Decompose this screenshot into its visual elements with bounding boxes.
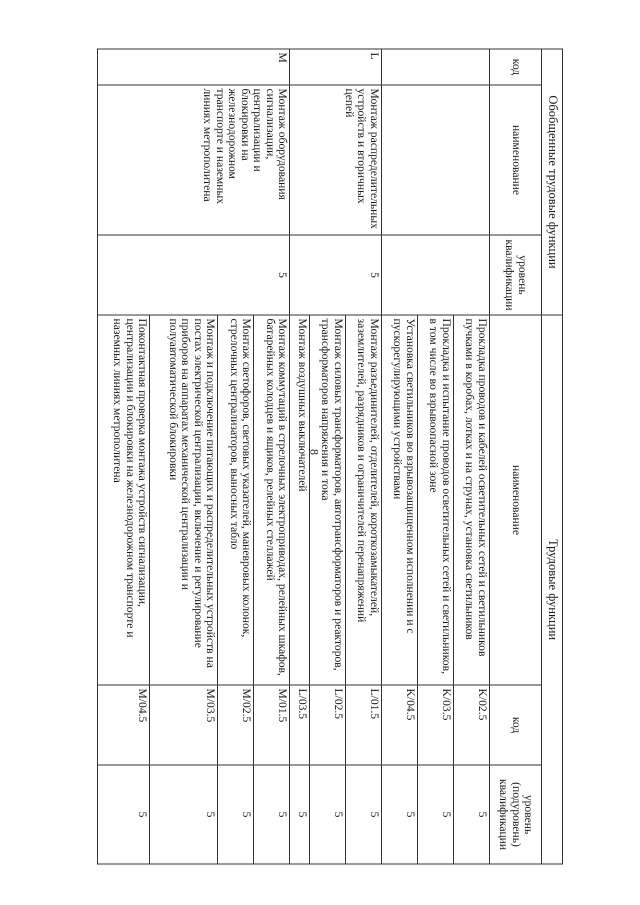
function-sublevel-cell: 5 (254, 765, 290, 864)
generalized-level-cell (381, 235, 489, 315)
col-header-function-name: наименование (489, 315, 541, 685)
function-sublevel-cell: 5 (218, 765, 254, 864)
function-code-cell: K/02.5 (453, 685, 489, 765)
function-code-cell: L/01.5 (346, 685, 382, 765)
function-sublevel-cell: 5 (346, 765, 382, 864)
page-number: 8 (307, 449, 322, 455)
function-name-cell: Прокладка и испытание проводов осветительных сетей и светильников, в том числе во взрывоопасной зоне (417, 315, 453, 685)
generalized-code-cell: L (290, 49, 382, 85)
group-header-row (541, 49, 562, 864)
generalized-functions-header: Обобщенные трудовые функции (541, 49, 562, 315)
table-row (346, 49, 382, 864)
function-code-cell: M/03.5 (150, 685, 218, 765)
generalized-level-cell: 5 (98, 235, 290, 315)
generalized-code-cell: M (98, 49, 290, 85)
function-name-cell: Монтаж силовых трансформаторов, автотрансформаторов и реакторов, трансформаторов напряжения и тока (310, 315, 346, 685)
function-name-cell: Монтаж коммутаций в стрелочных электроприводах, релейных шкафов, батарейных колодцев и ящиков, релейных стеллажей (254, 315, 290, 685)
rotated-table-frame (97, 49, 563, 864)
function-name-cell: Прокладка проводов и кабелей осветительных сетей и светильников пучками в коробах, лотках и на струнах, установка светильников (453, 315, 489, 685)
function-sublevel-cell: 5 (290, 765, 310, 864)
function-sublevel-cell: 5 (381, 765, 417, 864)
function-code-cell: M/01.5 (254, 685, 290, 765)
generalized-code-cell (381, 49, 489, 85)
function-sublevel-cell: 5 (98, 765, 150, 864)
function-code-cell: M/04.5 (98, 685, 150, 765)
col-header-function-code: код (489, 685, 541, 765)
function-name-cell: Поконтактная проверка монтажа устройств сигнализации, централизации и блокировки на железнодорожном транспорте и наземных линиях метрополитена (98, 315, 150, 685)
labor-functions-header: Трудовые функции (541, 315, 562, 864)
function-sublevel-cell: 5 (310, 765, 346, 864)
labor-functions-table (97, 49, 563, 865)
function-name-cell: Монтаж разъединителей, отделителей, короткозамыкателей, заземлителей, разрядников и ограничителей перенапряжений (346, 315, 382, 685)
function-name-cell: Установка светильников во взрывозащищенном исполнении и с пускорегулирующими устройствами (381, 315, 417, 685)
generalized-name-cell (381, 85, 489, 235)
function-sublevel-cell: 5 (150, 765, 218, 864)
function-code-cell: L/02.5 (310, 685, 346, 765)
col-header-level: уровень квалификации (489, 235, 541, 315)
col-header-sublevel: уровень (подуровень) квалификации (489, 765, 541, 864)
col-header-code: код (489, 49, 541, 85)
function-code-cell: K/03.5 (417, 685, 453, 765)
column-header-row (489, 49, 541, 864)
generalized-name-cell: Монтаж оборудования сигнализации, централизации и блокировки на железнодорожном транспорте и наземных линиях метрополитена (98, 85, 290, 235)
generalized-level-cell: 5 (290, 235, 382, 315)
function-sublevel-cell: 5 (417, 765, 453, 864)
function-sublevel-cell: 5 (453, 765, 489, 864)
col-header-name: наименование (489, 85, 541, 235)
function-code-cell: M/02.5 (218, 685, 254, 765)
table-row (254, 49, 290, 864)
function-name-cell: Монтаж светофоров, световых указателей, маневровых колонок, стрелочных централизаторов, выносных табло (218, 315, 254, 685)
function-code-cell: L/03.5 (290, 685, 310, 765)
table-row (453, 49, 489, 864)
generalized-name-cell: Монтаж распределительных устройств и вторичных цепей (290, 85, 382, 235)
function-name-cell: Монтаж воздушных выключателей (290, 315, 310, 685)
function-code-cell: K/04.5 (381, 685, 417, 765)
function-name-cell: Монтаж и подключение питающих и распределительных устройств на постах электрической централизации, включение и регулирование приборов на аппаратах механической централизации и полуавтоматической блокировки (150, 315, 218, 685)
